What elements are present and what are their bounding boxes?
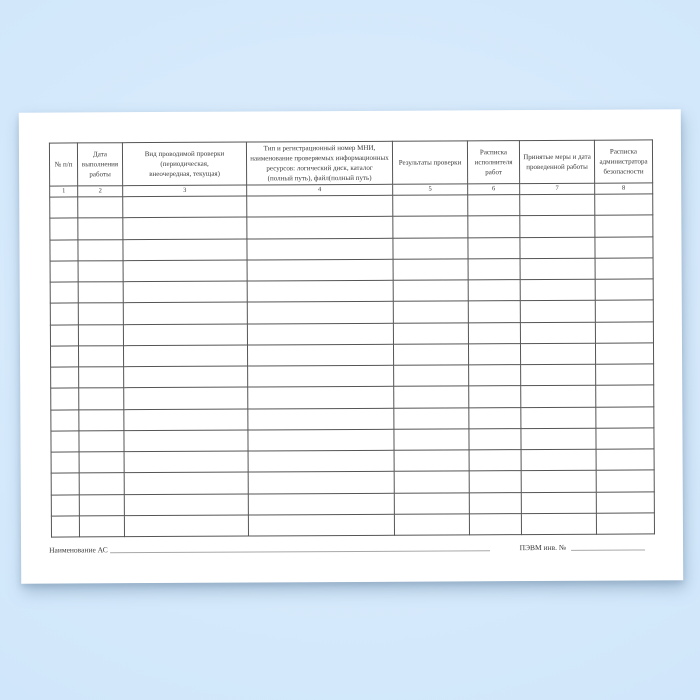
empty-cell (520, 322, 595, 344)
empty-cell (394, 492, 469, 514)
empty-cell (521, 470, 596, 492)
empty-cell (394, 386, 469, 408)
empty-cell (394, 365, 469, 387)
empty-cell (393, 195, 468, 217)
empty-cell (468, 343, 520, 365)
empty-cell (79, 452, 124, 473)
empty-cell (51, 452, 79, 473)
empty-cell (469, 365, 521, 387)
empty-cell (247, 217, 393, 239)
pc-inventory-blank-line (571, 548, 645, 550)
empty-cell (394, 450, 469, 472)
empty-cell (595, 300, 653, 322)
empty-cell (469, 428, 521, 450)
empty-cell (393, 322, 468, 344)
empty-cell (123, 239, 247, 261)
empty-cell (79, 473, 124, 494)
empty-cell (469, 513, 521, 535)
column-header-results: Результаты проверки (392, 141, 467, 184)
column-header-measures: Принятые меры и дата проведенной работы (519, 140, 594, 183)
empty-cell (78, 282, 123, 303)
empty-cell (247, 323, 393, 345)
empty-cell (248, 365, 394, 387)
empty-cell (79, 367, 124, 388)
empty-cell (123, 260, 247, 282)
empty-cell (468, 301, 520, 323)
empty-cell (124, 366, 248, 388)
empty-cell (79, 409, 124, 430)
empty-cell (468, 258, 520, 280)
empty-cell (247, 195, 393, 217)
column-header-executor-signature: Расписка исполнителя работ (467, 141, 519, 184)
empty-cell (124, 515, 248, 537)
empty-cell (393, 237, 468, 259)
empty-cell (248, 387, 394, 409)
empty-cell (393, 259, 468, 281)
column-number: 5 (393, 184, 468, 195)
empty-cell (468, 237, 520, 259)
empty-cell (469, 386, 521, 408)
empty-cell (520, 215, 595, 237)
empty-cell (520, 343, 595, 365)
empty-cell (521, 364, 596, 386)
table-body (50, 194, 655, 537)
empty-cell (596, 470, 654, 492)
empty-cell (50, 282, 78, 303)
empty-cell (596, 385, 654, 407)
empty-cell (50, 197, 78, 218)
empty-cell (520, 194, 595, 216)
empty-cell (50, 261, 78, 282)
empty-cell (520, 258, 595, 280)
empty-cell (50, 239, 78, 260)
empty-cell (50, 303, 78, 324)
empty-cell (247, 238, 393, 260)
empty-cell (595, 194, 653, 216)
empty-cell (595, 279, 653, 301)
empty-cell (596, 513, 654, 535)
empty-cell (595, 236, 653, 258)
empty-cell (393, 216, 468, 238)
journal-table (49, 139, 655, 537)
empty-cell (394, 514, 469, 536)
empty-cell (468, 280, 520, 302)
empty-cell (247, 302, 393, 324)
empty-cell (51, 367, 79, 388)
empty-cell (51, 473, 79, 494)
column-header-number: № п/п (49, 143, 77, 186)
empty-cell (79, 388, 124, 409)
empty-cell (78, 324, 123, 345)
empty-cell (78, 303, 123, 324)
empty-cell (51, 431, 79, 452)
empty-cell (50, 346, 78, 367)
empty-cell (124, 409, 248, 431)
empty-cell (469, 471, 521, 493)
empty-cell (124, 472, 248, 494)
empty-cell (596, 428, 654, 450)
empty-cell (51, 494, 79, 515)
empty-cell (123, 324, 247, 346)
empty-cell (468, 216, 520, 238)
column-header-admin-signature: Расписка администратора безопасности (594, 140, 652, 183)
empty-cell (596, 449, 654, 471)
empty-cell (248, 493, 394, 515)
empty-cell (521, 492, 596, 514)
empty-cell (520, 279, 595, 301)
empty-cell (78, 218, 123, 239)
empty-cell (596, 491, 654, 513)
empty-cell (468, 195, 520, 217)
empty-cell (78, 197, 123, 218)
empty-cell (123, 196, 247, 218)
empty-cell (123, 302, 247, 324)
empty-cell (51, 388, 79, 409)
pc-inventory-label: ПЭВМ инв. № (519, 542, 567, 553)
empty-cell (394, 407, 469, 429)
empty-cell (248, 450, 394, 472)
empty-cell (248, 429, 394, 451)
empty-cell (394, 471, 469, 493)
empty-cell (123, 281, 247, 303)
empty-cell (521, 428, 596, 450)
empty-cell (521, 513, 596, 535)
empty-cell (595, 343, 653, 365)
empty-cell (78, 260, 123, 281)
empty-cell (51, 409, 79, 430)
page-footer (49, 543, 645, 554)
empty-cell (595, 258, 653, 280)
empty-cell (394, 429, 469, 451)
empty-cell (50, 324, 78, 345)
column-number: 6 (468, 184, 520, 195)
column-header-check-type: Вид проводимой проверки (периодическая, внеочередная, текущая) (122, 142, 246, 186)
empty-cell (78, 345, 123, 366)
as-name-blank-line (110, 549, 490, 553)
empty-cell (123, 345, 247, 367)
empty-cell (596, 406, 654, 428)
empty-cell (78, 239, 123, 260)
empty-cell (595, 321, 653, 343)
empty-cell (79, 430, 124, 451)
empty-cell (595, 215, 653, 237)
empty-cell (521, 449, 596, 471)
empty-cell (521, 385, 596, 407)
empty-cell (124, 387, 248, 409)
empty-cell (124, 494, 248, 516)
empty-cell (123, 217, 247, 239)
column-number: 3 (123, 185, 247, 197)
empty-cell (248, 514, 394, 536)
empty-cell (50, 218, 78, 239)
column-number: 1 (50, 186, 78, 197)
empty-cell (393, 344, 468, 366)
empty-cell (596, 364, 654, 386)
empty-cell (248, 472, 394, 494)
empty-cell (469, 492, 521, 514)
column-number: 8 (595, 183, 653, 194)
empty-cell (124, 430, 248, 452)
column-header-date: Дата выполнения работы (77, 143, 122, 186)
empty-cell (521, 407, 596, 429)
as-name-label: Наименование АС (49, 545, 108, 555)
column-number: 4 (247, 184, 393, 196)
empty-cell (247, 259, 393, 281)
table-header-row (49, 140, 652, 186)
empty-cell (393, 280, 468, 302)
empty-cell (247, 280, 393, 302)
empty-cell (247, 344, 393, 366)
column-number: 7 (520, 183, 595, 194)
empty-cell (79, 494, 124, 515)
empty-cell (393, 301, 468, 323)
table-row (51, 513, 654, 537)
empty-cell (520, 300, 595, 322)
document-page (19, 109, 683, 583)
empty-cell (468, 322, 520, 344)
empty-cell (469, 407, 521, 429)
empty-cell (469, 450, 521, 472)
empty-cell (51, 516, 79, 537)
column-number: 2 (78, 186, 123, 197)
empty-cell (124, 451, 248, 473)
empty-cell (248, 408, 394, 430)
column-header-media-type: Тип и регистрационный номер МНИ, наименование проверяемых информационных ресурсов: логический диск, каталог (полный путь), файл(полный путь) (246, 141, 392, 185)
empty-cell (520, 237, 595, 259)
empty-cell (79, 515, 124, 536)
